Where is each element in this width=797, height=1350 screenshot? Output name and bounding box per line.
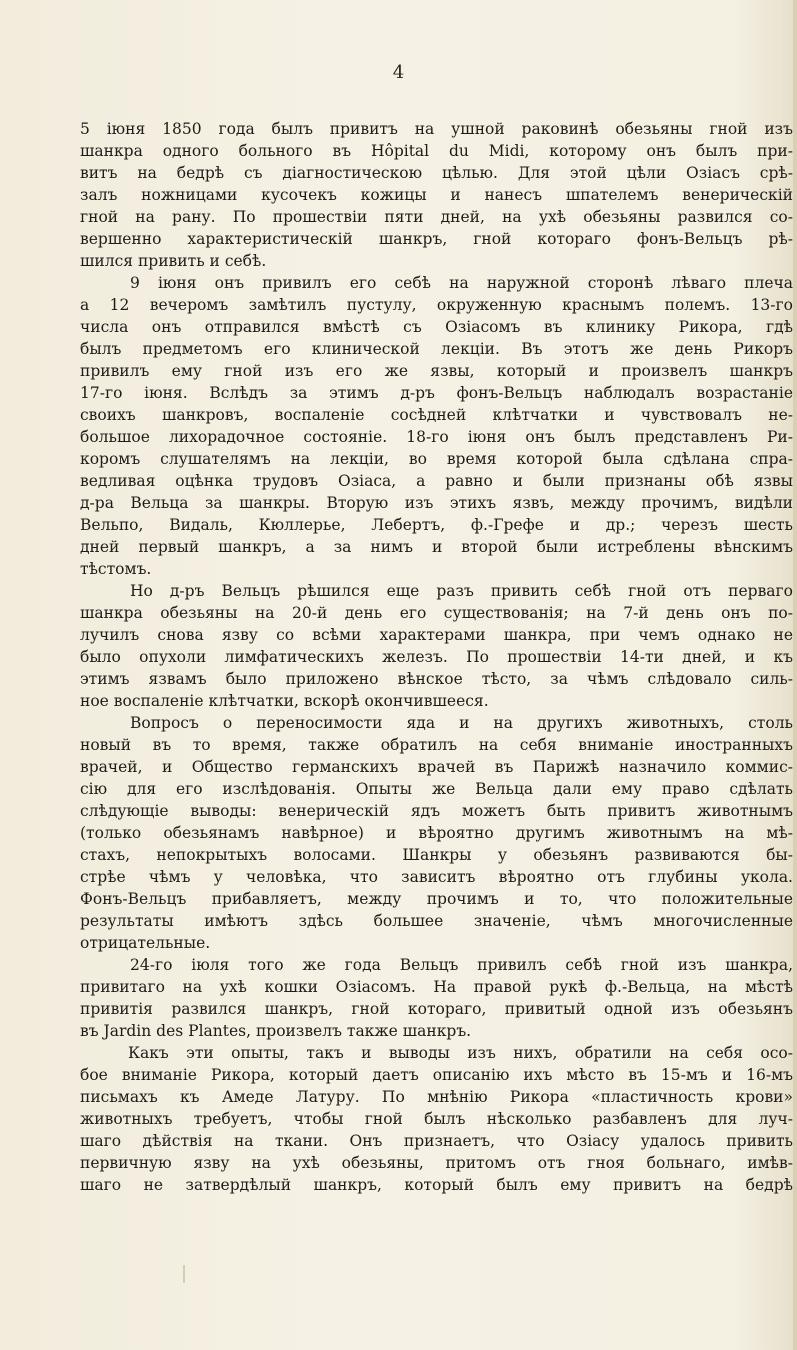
- text-line: д-ра Вельца за шанкры. Вторую изъ этихъ язвъ, между прочимъ, видѣли: [80, 494, 793, 512]
- text-line: числа онъ отправился вмѣстѣ съ Озіасомъ въ клинику Рикора, гдѣ: [80, 318, 793, 336]
- text-line: ведливая оцѣнка трудовъ Озіаса, а равно и были признаны обѣ язвы: [80, 472, 793, 490]
- text-line: привилъ ему гной изъ его же язвы, который и произвелъ шанкръ: [80, 362, 793, 380]
- paragraph-6: [80, 1042, 793, 1196]
- text-line: лучилъ снова язву со всѣми характерами шанкра, при чемъ однако не: [80, 626, 793, 644]
- text-line: было опухоли лимфатическихъ железъ. По прошествіи 14-ти дней, и къ: [80, 648, 793, 666]
- paragraph-5: [80, 954, 793, 1042]
- text-line: Вопросъ о переносимости яда и на другихъ животныхъ, столь: [130, 714, 793, 732]
- text-line: тѣстомъ.: [80, 560, 152, 578]
- page-edge-shadow: [793, 0, 797, 1350]
- text-line: шаго не затвердѣлый шанкръ, который былъ ему привитъ на бедрѣ: [80, 1176, 793, 1194]
- text-line: въ Jardin des Plantes, произвелъ также шанкръ.: [80, 1022, 472, 1040]
- text-line: большое лихорадочное состояніе. 18-го іюня онъ былъ представленъ Ри-: [80, 428, 793, 446]
- text-line: Но д-ръ Вельцъ рѣшился еще разъ привить себѣ гной отъ перваго: [130, 582, 793, 600]
- text-line: сію для его изслѣдованія. Опыты же Вельца дали ему право сдѣлать: [80, 780, 793, 798]
- body-text: [80, 118, 793, 1196]
- text-line: шанкра одного больного въ Hôpital du Midi, которому онъ былъ при-: [80, 142, 793, 160]
- text-line: этимъ язвамъ было приложено вѣнское тѣсто, за чѣмъ слѣдовало силь-: [80, 670, 793, 688]
- text-line: 17-го іюня. Вслѣдъ за этимъ д-ръ фонъ-Вельцъ наблюдалъ возрастаніе: [80, 384, 793, 402]
- text-line: коромъ слушателямъ на лекціи, во время которой была сдѣлана спра-: [80, 450, 793, 468]
- text-line: (только обезьянамъ навѣрное) и вѣроятно другимъ животнымъ на мѣ-: [80, 824, 793, 842]
- paper-mark: [183, 1265, 185, 1283]
- text-line: залъ ножницами кусочекъ кожицы и нанесъ шпателемъ венерическій: [80, 186, 793, 204]
- text-line: первичную язву на ухѣ обезьяны, притомъ отъ гноя больнаго, имѣв-: [80, 1154, 793, 1172]
- paragraph-2: [80, 272, 793, 580]
- text-line: Вельпо, Видаль, Кюллерье, Лебертъ, ф.-Грефе и др.; черезъ шесть: [80, 516, 793, 534]
- text-line: Фонъ-Вельцъ прибавляетъ, между прочимъ и то, что положительные: [80, 890, 793, 908]
- text-line: Какъ эти опыты, такъ и выводы изъ нихъ, обратили на себя осо-: [128, 1044, 793, 1062]
- paragraph-1: [80, 118, 793, 272]
- text-line: слѣдующіе выводы: венерическій ядъ можетъ быть привитъ животнымъ: [80, 802, 793, 820]
- text-line: отрицательные.: [80, 934, 211, 952]
- text-line: результаты имѣютъ здѣсь большее значеніе, чѣмъ многочисленные: [80, 912, 793, 930]
- text-line: стрѣе чѣмъ у человѣка, что зависитъ вѣроятно отъ глубины укола.: [80, 868, 793, 886]
- text-line: животныхъ требуетъ, чтобы гной былъ нѣсколько разбавленъ для луч-: [80, 1110, 793, 1128]
- text-line: врачей, и Общество германскихъ врачей въ Парижѣ назначило коммис-: [80, 758, 793, 776]
- text-line: дней первый шанкръ, а за нимъ и второй были истреблены вѣнскимъ: [80, 538, 793, 556]
- text-line: шился привить и себѣ.: [80, 252, 267, 270]
- text-line: былъ предметомъ его клинической лекціи. Въ этотъ же день Рикоръ: [80, 340, 793, 358]
- text-line: привитаго на ухѣ кошки Озіасомъ. На правой рукѣ ф.-Вельца, на мѣстѣ: [80, 978, 793, 996]
- text-line: стахъ, непокрытыхъ волосами. Шанкры у обезьянъ развиваются бы-: [80, 846, 793, 864]
- text-line: а 12 вечеромъ замѣтилъ пустулу, окруженную краснымъ полемъ. 13-го: [80, 296, 793, 314]
- text-line: вершенно характеристическій шанкръ, гной котораго фонъ-Вельцъ рѣ-: [80, 230, 793, 248]
- text-line: 24-го іюля того же года Вельцъ привилъ себѣ гной изъ шанкра,: [130, 956, 793, 974]
- page-number: 4: [392, 62, 405, 83]
- text-line: бое вниманіе Рикора, который даетъ описанію ихъ мѣсто въ 15-мъ и 16-мъ: [80, 1066, 793, 1084]
- text-line: письмахъ къ Амеде Латуру. По мнѣнію Рикора «пластичность крови»: [80, 1088, 793, 1106]
- text-line: гной на рану. По прошествіи пяти дней, на ухѣ обезьяны развился со-: [80, 208, 793, 226]
- paragraph-3: [80, 580, 793, 712]
- text-line: 5 іюня 1850 года былъ привитъ на ушной раковинѣ обезьяны гной изъ: [80, 120, 793, 138]
- text-line: шаго дѣйствія на ткани. Онъ признаетъ, что Озіасу удалось привить: [80, 1132, 793, 1150]
- text-line: привитія развился шанкръ, гной котораго, привитый одной изъ обезьянъ: [80, 1000, 793, 1018]
- text-line: шанкра обезьяны на 20-й день его существованія; на 7-й день онъ по-: [80, 604, 793, 622]
- text-line: витъ на бедрѣ съ діагностическою цѣлью. Для этой цѣли Озіасъ срѣ-: [80, 164, 793, 182]
- text-line: ное воспаленіе клѣтчатки, вскорѣ окончившееся.: [80, 692, 489, 710]
- text-line: своихъ шанкровъ, воспаленіе сосѣдней клѣтчатки и чувствовалъ не-: [80, 406, 793, 424]
- text-line: новый въ то время, также обратилъ на себя вниманіе иностранныхъ: [80, 736, 793, 754]
- text-line: 9 іюня онъ привилъ его себѣ на наружной сторонѣ лѣваго плеча: [130, 274, 793, 292]
- paragraph-4: [80, 712, 793, 954]
